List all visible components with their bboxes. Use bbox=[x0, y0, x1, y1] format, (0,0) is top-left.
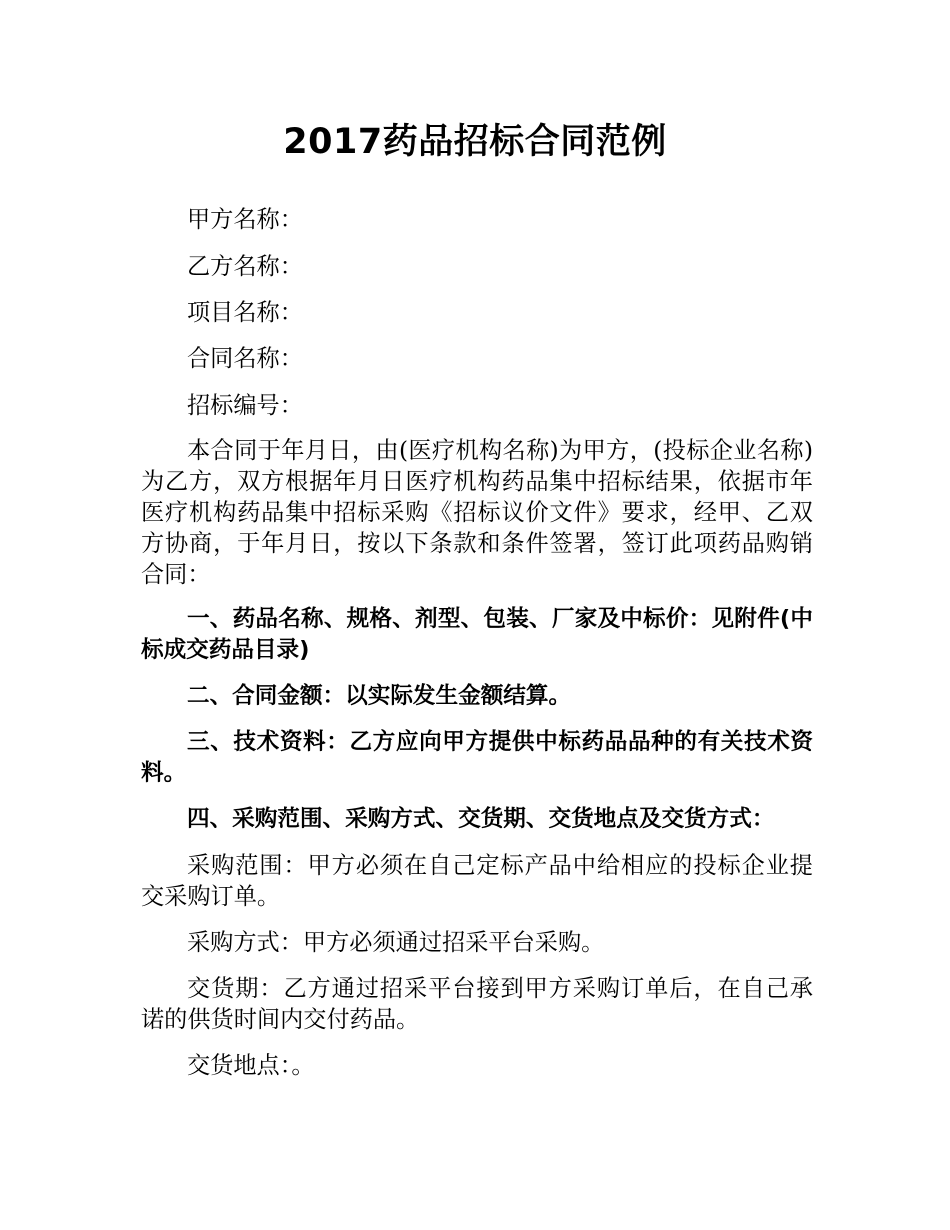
detail-purchase-method: 采购方式：甲方必须通过招采平台采购。 bbox=[187, 929, 605, 956]
detail-delivery-period: 交货期：乙方通过招采平台接到甲方采购订单后，在自己承诺的供货时间内交付药品。 bbox=[141, 975, 813, 1033]
field-project-name: 项目名称： bbox=[187, 299, 303, 326]
field-party-b: 乙方名称： bbox=[187, 253, 303, 280]
field-bid-number: 招标编号： bbox=[187, 392, 303, 419]
intro-paragraph: 本合同于年月日，由(医疗机构名称)为甲方，(投标企业名称)为乙方，双方根据年月日医疗机构药品集中招标结果，依据市年医疗机构药品集中招标采购《招标议价文件》要求，经甲、乙双方协商，于年月日，按以下条款和条件签署，签订此项药品购销合同： bbox=[141, 437, 813, 588]
detail-delivery-location: 交货地点：。 bbox=[187, 1052, 315, 1079]
document-title: 2017药品招标合同范例 bbox=[283, 122, 667, 162]
detail-purchase-scope: 采购范围：甲方必须在自己定标产品中给相应的投标企业提交采购订单。 bbox=[141, 852, 813, 910]
section-2: 二、合同金额：以实际发生金额结算。 bbox=[187, 683, 572, 709]
section-4: 四、采购范围、采购方式、交货期、交货地点及交货方式： bbox=[187, 806, 775, 832]
section-3: 三、技术资料：乙方应向甲方提供中标药品品种的有关技术资料。 bbox=[141, 729, 813, 786]
field-contract-name: 合同名称： bbox=[187, 345, 303, 372]
section-1: 一、药品名称、规格、剂型、包装、厂家及中标价：见附件(中标成交药品目录) bbox=[141, 606, 813, 663]
field-party-a: 甲方名称： bbox=[187, 206, 303, 233]
